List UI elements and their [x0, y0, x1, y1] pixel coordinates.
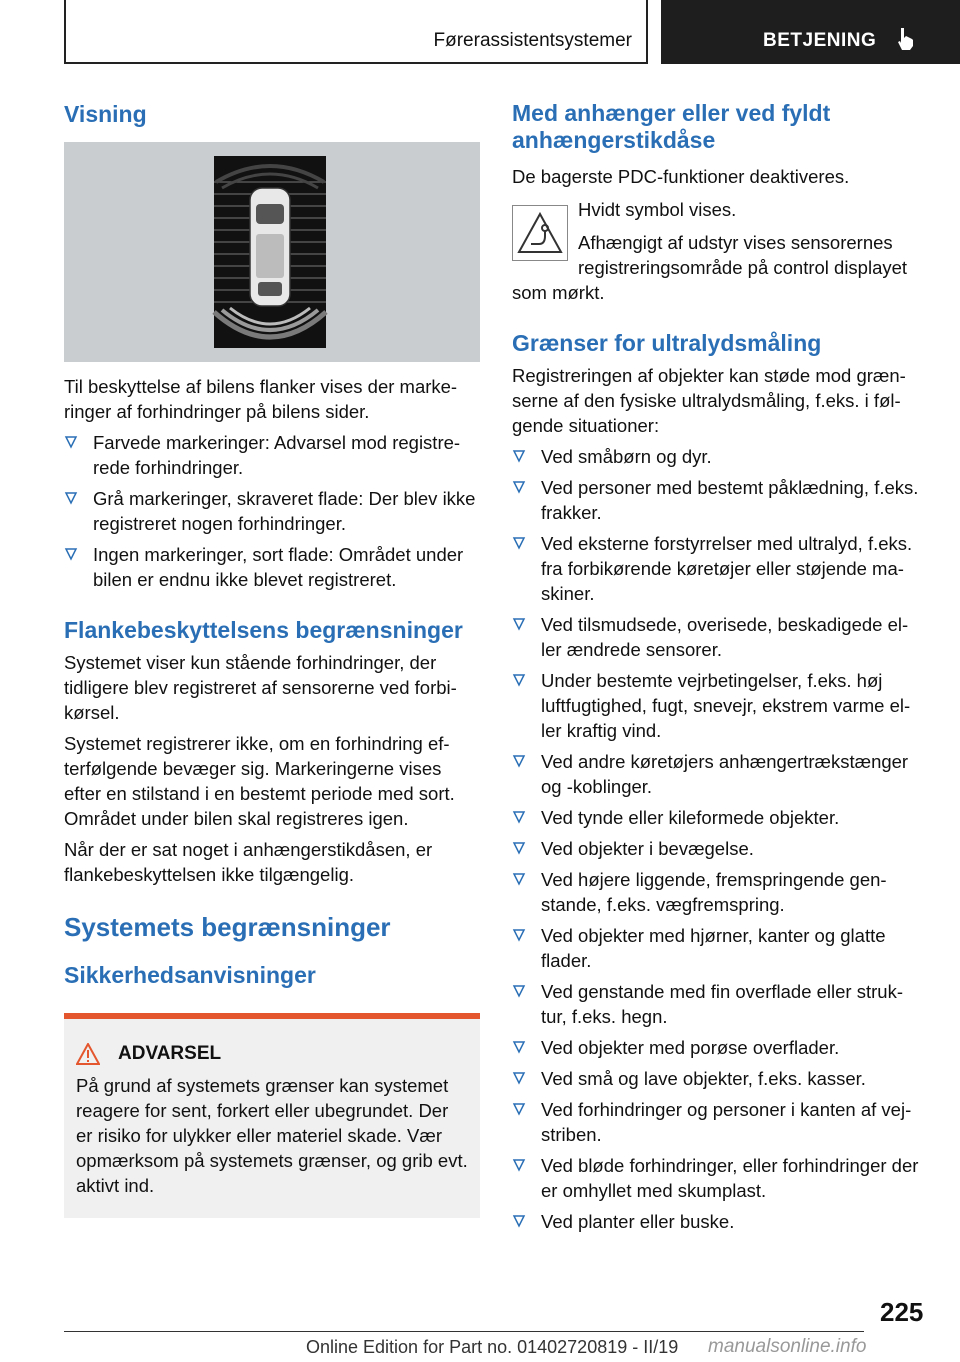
- list-item: Ved tynde eller kileformede objekter.: [512, 805, 928, 830]
- symbol-block: [512, 197, 928, 305]
- anhaenger-paragraph: De bagerste PDC-funktioner deaktiveres.: [512, 166, 850, 187]
- heading-sikkerhed: Sikkerhedsanvisninger: [64, 962, 316, 988]
- triangle-bullet-icon: [512, 1214, 526, 1228]
- symbol-line-1: Hvidt symbol vises.: [578, 199, 737, 220]
- pdc-display-figure: [64, 142, 480, 362]
- header-section-tab: [661, 0, 960, 64]
- triangle-bullet-icon: [512, 1040, 526, 1054]
- list-item: Ved småbørn og dyr.: [512, 444, 928, 469]
- graenser-paragraph: Registreringen af objekter kan støde mod græn-serne af den fysiske ultralydsmåling, f.eks. i føl-gende situationer:: [512, 365, 906, 436]
- triangle-bullet-icon: [512, 810, 526, 824]
- triangle-bullet-icon: [64, 547, 78, 561]
- trailer-symbol-icon: [513, 206, 567, 260]
- warning-title: ADVARSEL: [118, 1043, 222, 1064]
- flanke-paragraph-1: Systemet viser kun stående forhindringer, der tidligere blev registreret af sensorerne ved forbi-kørsel.: [64, 652, 457, 723]
- trailer-warning-symbol: [512, 205, 568, 261]
- footer-edition: Online Edition for Part no. 01402720819 - II/19: [306, 1337, 679, 1357]
- triangle-bullet-icon: [64, 491, 78, 505]
- footer-divider: [64, 1331, 864, 1332]
- list-item: Ved objekter med hjørner, kanter og glatte flader.: [512, 923, 928, 973]
- list-item: Ved objekter med porøse overflader.: [512, 1035, 928, 1060]
- triangle-bullet-icon: [512, 449, 526, 463]
- flanke-paragraph-3: Når der er sat noget i anhængerstikdåsen, er flankebeskyttelsen ikke tilgængelig.: [64, 839, 433, 885]
- triangle-bullet-icon: [512, 1158, 526, 1172]
- warning-text: På grund af systemets grænser kan systemet reagere for sent, forkert eller ubegrundet. Der er risiko for ulykker eller materiel skade. Vær opmærksom på systemets grænser, og grib evt. aktivt ind.: [76, 1075, 468, 1196]
- header-chapter: Førerassistentsystemer: [433, 30, 632, 51]
- warning-box: [64, 1013, 480, 1218]
- visning-list: [64, 430, 480, 592]
- list-item: Ved genstande med fin overflade eller struk-tur, f.eks. hegn.: [512, 979, 928, 1029]
- list-item: Ved andre køretøjers anhængertrækstænger og -koblinger.: [512, 749, 928, 799]
- triangle-bullet-icon: [512, 984, 526, 998]
- list-item: Ved tilsmudsede, overisede, beskadigede el-ler ændrede sensorer.: [512, 612, 928, 662]
- triangle-bullet-icon: [512, 1071, 526, 1085]
- heading-flanke: Flankebeskyttelsens begrænsninger: [64, 617, 463, 643]
- heading-systemets: Systemets begrænsninger: [64, 912, 391, 942]
- list-item: Ved planter eller buske.: [512, 1209, 928, 1234]
- list-item: Grå markeringer, skraveret flade: Der blev ikke registreret nogen forhindringer.: [64, 486, 480, 536]
- symbol-line-2: Afhængigt af udstyr vises sensorernes registreringsområde på control displayet: [578, 232, 908, 278]
- heading-graenser: Grænser for ultralydsmåling: [512, 330, 822, 356]
- list-item: Ved små og lave objekter, f.eks. kasser.: [512, 1066, 928, 1091]
- header-chapter-tab: [64, 0, 648, 64]
- list-item: Ved objekter i bevægelse.: [512, 836, 928, 861]
- triangle-bullet-icon: [512, 754, 526, 768]
- visning-text: Til beskyttelse af bilens flanker vises der marke-ringer af forhindringer på bilens sider.: [64, 376, 458, 422]
- triangle-bullet-icon: [512, 872, 526, 886]
- left-column: [64, 100, 480, 1218]
- triangle-bullet-icon: [512, 480, 526, 494]
- triangle-bullet-icon: [512, 617, 526, 631]
- list-item: Under bestemte vejrbetingelser, f.eks. høj luftfugtighed, fugt, snevejr, ekstrem varme el-ler kraftig vind.: [512, 668, 928, 743]
- page-number: 225: [880, 1297, 924, 1327]
- list-item: Farvede markeringer: Advarsel mod registre-rede forhindringer.: [64, 430, 480, 480]
- heading-anhaenger: Med anhænger eller ved fyldt anhængerstikdåse: [512, 100, 831, 153]
- list-item: Ved eksterne forstyrrelser med ultralyd, f.eks. fra forbikørende køretøjer eller støjende ma-skiner.: [512, 531, 928, 606]
- graenser-list: [512, 444, 928, 1234]
- car-top-view-illustration: [64, 142, 480, 362]
- list-item: Ved personer med bestemt påklædning, f.eks. frakker.: [512, 475, 928, 525]
- triangle-bullet-icon: [512, 673, 526, 687]
- watermark: manualsonline.info: [708, 1336, 867, 1357]
- list-item: Ved forhindringer og personer i kanten af vej-striben.: [512, 1097, 928, 1147]
- list-item: Ingen markeringer, sort flade: Området under bilen er endnu ikke blevet registreret.: [64, 542, 480, 592]
- triangle-bullet-icon: [64, 435, 78, 449]
- symbol-line-3: som mørkt.: [512, 282, 605, 303]
- triangle-bullet-icon: [512, 841, 526, 855]
- header-section: BETJENING: [763, 30, 877, 51]
- list-item: Ved højere liggende, fremspringende gen-stande, f.eks. vægfremspring.: [512, 867, 928, 917]
- triangle-bullet-icon: [512, 536, 526, 550]
- triangle-bullet-icon: [512, 928, 526, 942]
- flanke-paragraph-2: Systemet registrerer ikke, om en forhindring ef-terfølgende bevæger sig. Markeringerne vises efter en stilstand i en bestemt periode med sort. Området under bilen skal registreres igen.: [64, 733, 455, 829]
- right-column: [512, 100, 928, 1234]
- warning-triangle-icon: [76, 1043, 100, 1065]
- heading-visning: Visning: [64, 101, 147, 127]
- warning-title-row: [76, 1043, 468, 1065]
- list-item: Ved bløde forhindringer, eller forhindringer der er omhyllet med skumplast.: [512, 1153, 928, 1203]
- pointing-hand-icon: [895, 26, 917, 52]
- triangle-bullet-icon: [512, 1102, 526, 1116]
